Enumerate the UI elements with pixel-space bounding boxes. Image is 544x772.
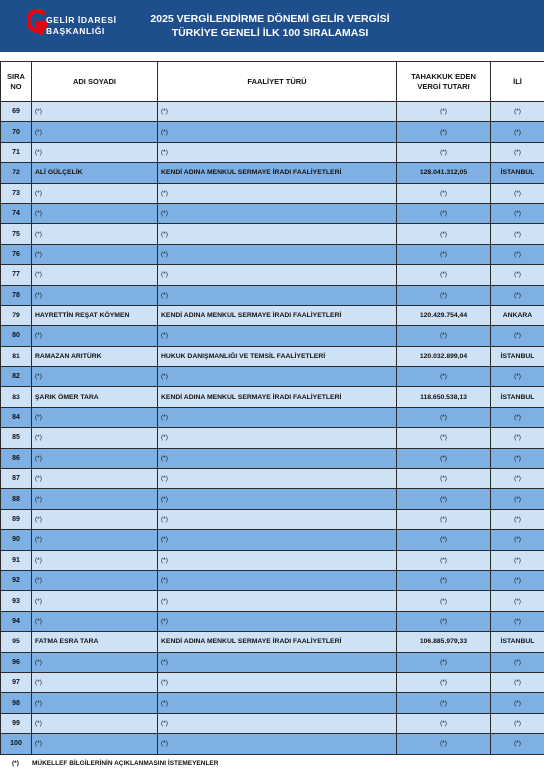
table-row	[1, 244, 544, 264]
cell-activity: (*)	[158, 224, 397, 244]
cell-name: (*)	[32, 448, 158, 468]
cell-activity: (*)	[158, 326, 397, 346]
cell-city: (*)	[491, 448, 544, 468]
table-row	[1, 224, 544, 244]
cell-name: (*)	[32, 102, 158, 122]
table-row	[1, 550, 544, 570]
cell-rank: 99	[1, 713, 32, 733]
cell-city: (*)	[491, 509, 544, 529]
cell-amount: (*)	[397, 203, 491, 223]
cell-amount: (*)	[397, 244, 491, 264]
cell-amount: (*)	[397, 734, 491, 754]
table-row	[1, 163, 544, 183]
cell-city: (*)	[491, 265, 544, 285]
cell-rank: 77	[1, 265, 32, 285]
cell-activity: (*)	[158, 122, 397, 142]
cell-name: ŞARIK ÖMER TARA	[32, 387, 158, 407]
cell-rank: 85	[1, 428, 32, 448]
cell-activity: KENDİ ADINA MENKUL SERMAYE İRADI FAALİYETLERİ	[158, 305, 397, 325]
cell-city: (*)	[491, 672, 544, 692]
cell-city: (*)	[491, 142, 544, 162]
cell-amount: (*)	[397, 469, 491, 489]
page-title: 2025 VERGİLENDİRME DÖNEMİ GELİR VERGİSİ	[150, 13, 390, 25]
cell-rank: 96	[1, 652, 32, 672]
cell-activity: (*)	[158, 183, 397, 203]
cell-rank: 92	[1, 570, 32, 590]
cell-name: HAYRETTİN REŞAT KÖYMEN	[32, 305, 158, 325]
cell-rank: 100	[1, 734, 32, 754]
cell-name: (*)	[32, 428, 158, 448]
cell-activity: (*)	[158, 244, 397, 264]
cell-rank: 98	[1, 693, 32, 713]
cell-city: (*)	[491, 713, 544, 733]
table-row	[1, 734, 544, 754]
table-row	[1, 693, 544, 713]
cell-activity: (*)	[158, 407, 397, 427]
cell-city: (*)	[491, 224, 544, 244]
cell-amount: (*)	[397, 122, 491, 142]
cell-name: (*)	[32, 489, 158, 509]
cell-city: (*)	[491, 530, 544, 550]
cell-activity: (*)	[158, 509, 397, 529]
cell-rank: 71	[1, 142, 32, 162]
cell-name: (*)	[32, 591, 158, 611]
cell-activity: (*)	[158, 428, 397, 448]
cell-rank: 86	[1, 448, 32, 468]
cell-city: İSTANBUL	[491, 387, 544, 407]
cell-amount: (*)	[397, 102, 491, 122]
cell-activity: (*)	[158, 611, 397, 631]
page-subtitle: TÜRKİYE GENELİ İLK 100 SIRALAMASI	[171, 27, 369, 39]
cell-city: (*)	[491, 469, 544, 489]
cell-name: (*)	[32, 122, 158, 142]
cell-city: İSTANBUL	[491, 163, 544, 183]
table-row	[1, 591, 544, 611]
cell-amount: (*)	[397, 509, 491, 529]
cell-name: (*)	[32, 672, 158, 692]
cell-name: (*)	[32, 570, 158, 590]
footnote	[12, 760, 218, 767]
cell-rank: 91	[1, 550, 32, 570]
cell-activity: (*)	[158, 652, 397, 672]
cell-rank: 95	[1, 632, 32, 652]
cell-amount: 128.041.312,05	[397, 163, 491, 183]
cell-amount: 106.885.979,33	[397, 632, 491, 652]
cell-rank: 87	[1, 469, 32, 489]
cell-amount: (*)	[397, 570, 491, 590]
cell-name: (*)	[32, 550, 158, 570]
cell-amount: (*)	[397, 407, 491, 427]
cell-activity: (*)	[158, 550, 397, 570]
footnote-mark: (*)	[12, 760, 19, 767]
cell-name: (*)	[32, 713, 158, 733]
cell-activity: KENDİ ADINA MENKUL SERMAYE İRADI FAALİYETLERİ	[158, 163, 397, 183]
cell-activity: (*)	[158, 469, 397, 489]
cell-name: (*)	[32, 734, 158, 754]
cell-amount: (*)	[397, 428, 491, 448]
cell-activity: (*)	[158, 734, 397, 754]
table-row	[1, 326, 544, 346]
cell-activity: (*)	[158, 672, 397, 692]
cell-city: (*)	[491, 734, 544, 754]
table-row	[1, 407, 544, 427]
cell-activity: KENDİ ADINA MENKUL SERMAYE İRADI FAALİYETLERİ	[158, 387, 397, 407]
cell-city: (*)	[491, 570, 544, 590]
cell-rank: 97	[1, 672, 32, 692]
cell-activity: (*)	[158, 713, 397, 733]
table-row	[1, 448, 544, 468]
cell-activity: (*)	[158, 203, 397, 223]
cell-amount: (*)	[397, 611, 491, 631]
cell-rank: 88	[1, 489, 32, 509]
cell-name: (*)	[32, 693, 158, 713]
cell-city: (*)	[491, 183, 544, 203]
cell-name: (*)	[32, 509, 158, 529]
table-row	[1, 122, 544, 142]
cell-amount: (*)	[397, 530, 491, 550]
cell-city: (*)	[491, 693, 544, 713]
cell-city: (*)	[491, 489, 544, 509]
cell-name: (*)	[32, 265, 158, 285]
cell-name: (*)	[32, 285, 158, 305]
table-row	[1, 509, 544, 529]
table-row	[1, 632, 544, 652]
cell-city: İSTANBUL	[491, 632, 544, 652]
cell-amount: (*)	[397, 224, 491, 244]
table-row	[1, 285, 544, 305]
cell-rank: 78	[1, 285, 32, 305]
cell-amount: 120.429.754,44	[397, 305, 491, 325]
cell-rank: 75	[1, 224, 32, 244]
column-header-name: ADI SOYADI	[32, 62, 158, 102]
column-header-amount: TAHAKKUK EDEN VERGİ TUTARI	[397, 62, 491, 102]
cell-rank: 74	[1, 203, 32, 223]
cell-city: (*)	[491, 652, 544, 672]
cell-activity: (*)	[158, 570, 397, 590]
cell-city: İSTANBUL	[491, 346, 544, 366]
cell-activity: KENDİ ADINA MENKUL SERMAYE İRADI FAALİYETLERİ	[158, 632, 397, 652]
cell-amount: (*)	[397, 713, 491, 733]
ranking-table	[0, 61, 544, 755]
table-row	[1, 530, 544, 550]
cell-name: (*)	[32, 611, 158, 631]
cell-name: RAMAZAN ARITÜRK	[32, 346, 158, 366]
cell-city: (*)	[491, 407, 544, 427]
cell-activity: (*)	[158, 489, 397, 509]
cell-activity: (*)	[158, 530, 397, 550]
cell-name: (*)	[32, 652, 158, 672]
cell-rank: 69	[1, 102, 32, 122]
cell-amount: 118.650.538,13	[397, 387, 491, 407]
table-row	[1, 142, 544, 162]
table-row	[1, 346, 544, 366]
table-row	[1, 469, 544, 489]
cell-amount: (*)	[397, 489, 491, 509]
cell-amount: (*)	[397, 142, 491, 162]
cell-city: (*)	[491, 122, 544, 142]
table-row	[1, 305, 544, 325]
cell-name: (*)	[32, 183, 158, 203]
cell-amount: (*)	[397, 367, 491, 387]
cell-activity: HUKUK DANIŞMANLIĞI VE TEMSİL FAALİYETLERİ	[158, 346, 397, 366]
cell-rank: 82	[1, 367, 32, 387]
cell-rank: 90	[1, 530, 32, 550]
column-header-activity: FAALİYET TÜRÜ	[158, 62, 397, 102]
cell-amount: (*)	[397, 672, 491, 692]
cell-amount: (*)	[397, 693, 491, 713]
column-header-no: SIRA NO	[1, 62, 32, 102]
cell-name: (*)	[32, 530, 158, 550]
cell-rank: 93	[1, 591, 32, 611]
cell-activity: (*)	[158, 448, 397, 468]
table-row	[1, 611, 544, 631]
cell-city: (*)	[491, 367, 544, 387]
table-row	[1, 672, 544, 692]
cell-activity: (*)	[158, 142, 397, 162]
cell-amount: (*)	[397, 285, 491, 305]
cell-name: (*)	[32, 367, 158, 387]
table-row	[1, 652, 544, 672]
cell-name: (*)	[32, 244, 158, 264]
cell-city: (*)	[491, 428, 544, 448]
cell-rank: 72	[1, 163, 32, 183]
cell-name: (*)	[32, 407, 158, 427]
logo-text-line1: GELİR İDARESİ	[46, 15, 117, 25]
table-row	[1, 203, 544, 223]
cell-rank: 94	[1, 611, 32, 631]
cell-city: (*)	[491, 244, 544, 264]
cell-name: (*)	[32, 142, 158, 162]
cell-city: (*)	[491, 326, 544, 346]
cell-name: ALİ GÜLÇELİK	[32, 163, 158, 183]
cell-name: (*)	[32, 326, 158, 346]
cell-city: (*)	[491, 591, 544, 611]
cell-amount: 120.032.899,04	[397, 346, 491, 366]
cell-rank: 73	[1, 183, 32, 203]
cell-name: FATMA ESRA TARA	[32, 632, 158, 652]
table-row	[1, 102, 544, 122]
table-row	[1, 265, 544, 285]
table-row	[1, 713, 544, 733]
cell-city: (*)	[491, 550, 544, 570]
page-header	[0, 0, 544, 52]
cell-rank: 89	[1, 509, 32, 529]
column-header-city: İLİ	[491, 62, 544, 102]
cell-rank: 81	[1, 346, 32, 366]
table-row	[1, 428, 544, 448]
table-row	[1, 570, 544, 590]
cell-activity: (*)	[158, 285, 397, 305]
cell-rank: 80	[1, 326, 32, 346]
cell-amount: (*)	[397, 265, 491, 285]
cell-name: (*)	[32, 469, 158, 489]
cell-city: ANKARA	[491, 305, 544, 325]
gib-logo	[28, 9, 128, 43]
cell-rank: 83	[1, 387, 32, 407]
cell-amount: (*)	[397, 326, 491, 346]
cell-rank: 84	[1, 407, 32, 427]
table-row	[1, 183, 544, 203]
cell-amount: (*)	[397, 591, 491, 611]
cell-name: (*)	[32, 203, 158, 223]
table-row	[1, 387, 544, 407]
cell-rank: 79	[1, 305, 32, 325]
cell-rank: 76	[1, 244, 32, 264]
footnote-text: MÜKELLEF BİLGİLERİNİN AÇIKLANMASINI İSTEMEYENLER	[32, 760, 219, 767]
cell-activity: (*)	[158, 591, 397, 611]
cell-city: (*)	[491, 102, 544, 122]
cell-city: (*)	[491, 285, 544, 305]
cell-city: (*)	[491, 611, 544, 631]
cell-activity: (*)	[158, 265, 397, 285]
logo-text-line2: BAŞKANLIĞI	[46, 26, 105, 36]
cell-amount: (*)	[397, 550, 491, 570]
cell-rank: 70	[1, 122, 32, 142]
gib-logo-emblem-icon	[28, 9, 48, 37]
cell-amount: (*)	[397, 448, 491, 468]
table-row	[1, 489, 544, 509]
cell-name: (*)	[32, 224, 158, 244]
cell-activity: (*)	[158, 102, 397, 122]
table-row	[1, 367, 544, 387]
cell-activity: (*)	[158, 693, 397, 713]
table-header-row	[1, 62, 544, 102]
cell-amount: (*)	[397, 652, 491, 672]
cell-amount: (*)	[397, 183, 491, 203]
cell-activity: (*)	[158, 367, 397, 387]
cell-city: (*)	[491, 203, 544, 223]
